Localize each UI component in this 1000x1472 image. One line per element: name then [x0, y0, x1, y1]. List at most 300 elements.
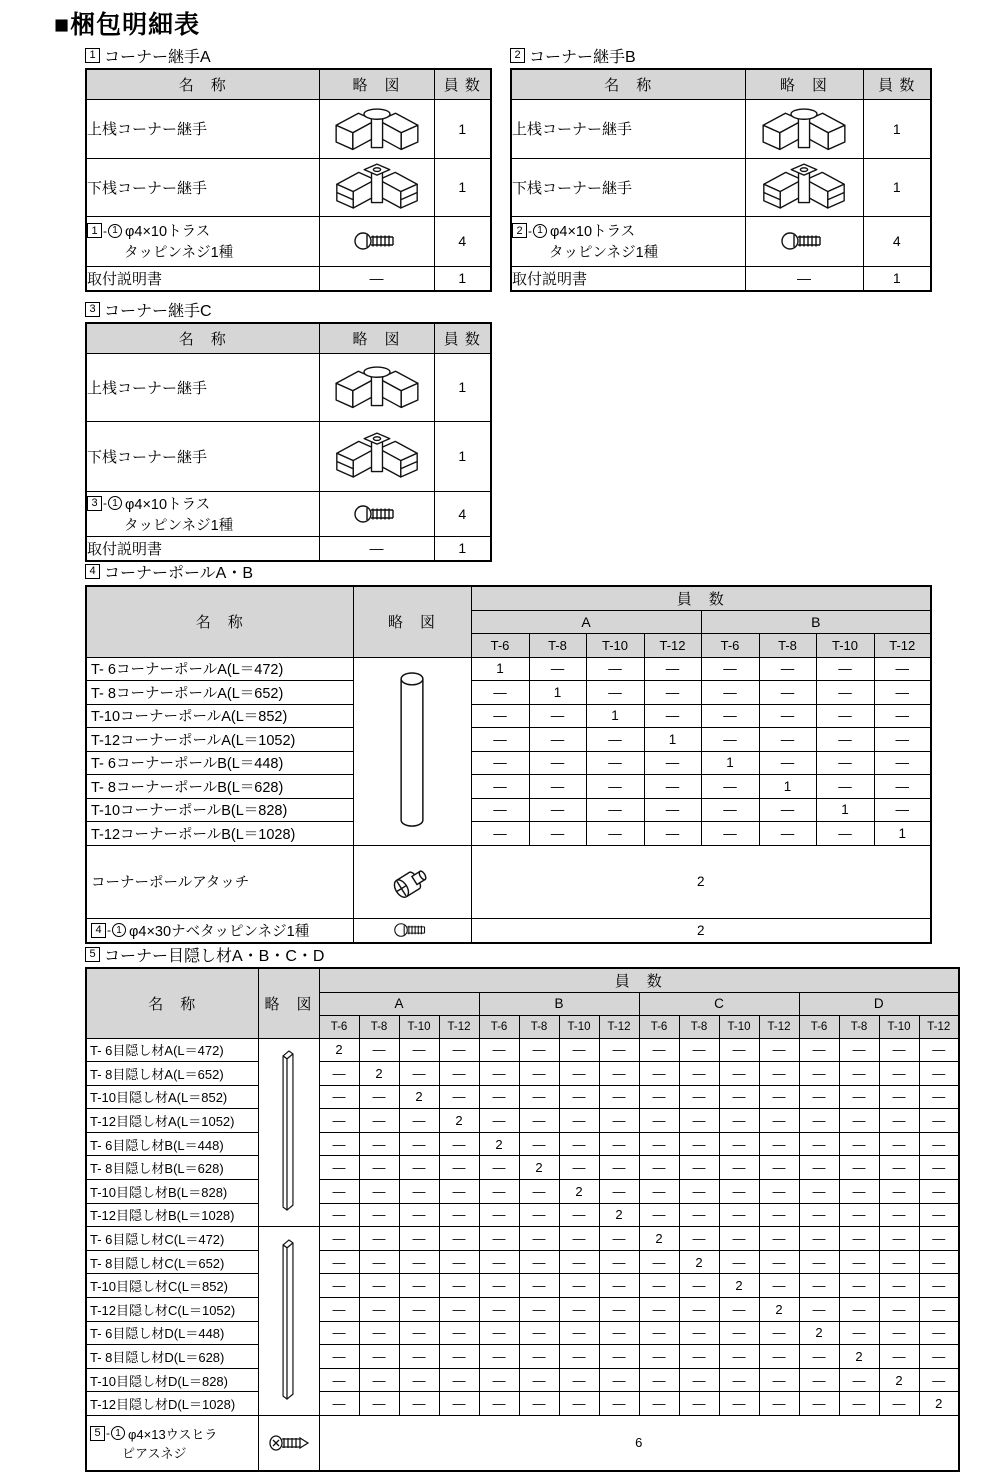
lower-corner-joint-icon: [762, 159, 846, 215]
table-row: [86, 1062, 959, 1086]
name-header: 名 称: [86, 968, 258, 1038]
qty-cell: ―: [439, 1203, 479, 1227]
size-header: T-6: [639, 1015, 679, 1038]
ref-separator: -: [106, 1426, 110, 1441]
name-header: 名 称: [511, 69, 745, 99]
qty-cell: ―: [479, 1274, 519, 1298]
part-name: [86, 491, 319, 536]
size-header: T-8: [839, 1015, 879, 1038]
qty-cell: ―: [359, 1368, 399, 1392]
qty-cell: ―: [479, 1250, 519, 1274]
qty-cell: ―: [701, 822, 759, 846]
qty-cell: ―: [471, 751, 529, 775]
qty-cell: ―: [799, 1274, 839, 1298]
qty-cell: ―: [919, 1132, 959, 1156]
qty-cell: ―: [879, 1156, 919, 1180]
qty-cell: ―: [639, 1345, 679, 1369]
part-sketch: [258, 1038, 319, 1227]
part-qty: 1: [434, 266, 491, 291]
table-row: [86, 657, 931, 681]
qty-cell: ―: [559, 1368, 599, 1392]
qty-cell: ―: [644, 775, 701, 799]
qty-cell: 2: [679, 1250, 719, 1274]
part-name: T- 8目隠し材D(L＝628): [86, 1345, 258, 1369]
qty-cell: ―: [439, 1298, 479, 1322]
qty-cell: ―: [319, 1274, 359, 1298]
name-header: 名 称: [86, 69, 319, 99]
qty-cell: ―: [879, 1250, 919, 1274]
part-name-line1: φ4×10トラス: [125, 224, 211, 240]
table-row: [86, 1274, 959, 1298]
qty-cell: ―: [439, 1132, 479, 1156]
qty-cell: ―: [701, 728, 759, 752]
qty-cell: ―: [599, 1321, 639, 1345]
ref-box-number: 4: [91, 923, 106, 938]
part-qty: 1: [863, 99, 931, 158]
qty-cell: ―: [479, 1321, 519, 1345]
table-row: [86, 1109, 959, 1133]
qty-cell: ―: [759, 657, 816, 681]
part-name: T-10目隠し材B(L＝828): [86, 1180, 258, 1204]
qty-cell: ―: [586, 822, 644, 846]
type-group-header: C: [639, 992, 799, 1015]
part-sketch: [319, 421, 434, 491]
part-name: T-10コーナーポールA(L＝852): [86, 704, 353, 728]
tapping-screw-icon: [354, 231, 400, 251]
part-name: T-12コーナーポールA(L＝1052): [86, 728, 353, 752]
qty-cell: ―: [879, 1109, 919, 1133]
size-header: T-8: [359, 1015, 399, 1038]
part-name-line1: φ4×30ナベタッピンネジ1種: [129, 923, 310, 940]
qty-cell: ―: [759, 1132, 799, 1156]
qty-cell: ―: [359, 1321, 399, 1345]
qty-cell: ―: [599, 1085, 639, 1109]
qty-cell: ―: [799, 1085, 839, 1109]
qty-cell: ―: [529, 822, 586, 846]
part-ref: [87, 220, 319, 262]
cover-strip-icon: [278, 1237, 300, 1405]
qty-cell: ―: [319, 1368, 359, 1392]
qty-cell: ―: [839, 1203, 879, 1227]
qty-cell: ―: [799, 1132, 839, 1156]
qty-cell: ―: [839, 1392, 879, 1416]
part-name-line2: タッピンネジ1種: [124, 245, 234, 261]
qty-cell: ―: [719, 1203, 759, 1227]
qty-cell: ―: [759, 1392, 799, 1416]
qty-cell: ―: [439, 1321, 479, 1345]
qty-cell: ―: [759, 1203, 799, 1227]
qty-cell: ―: [399, 1109, 439, 1133]
header-row: [511, 69, 931, 99]
size-header: T-6: [319, 1015, 359, 1038]
part-name: T-10目隠し材D(L＝828): [86, 1368, 258, 1392]
table-row: [511, 158, 931, 216]
qty-cell: ―: [679, 1156, 719, 1180]
lower-corner-joint-icon: [335, 159, 419, 215]
size-header: T-6: [479, 1015, 519, 1038]
qty-cell: ―: [479, 1038, 519, 1062]
qty-cell: ―: [319, 1321, 359, 1345]
qty-cell: ―: [359, 1085, 399, 1109]
qty-cell: ―: [759, 1345, 799, 1369]
qty-cell: ―: [519, 1203, 559, 1227]
table-row: [86, 216, 491, 266]
part-qty: 4: [863, 216, 931, 266]
part-ref: [90, 1424, 258, 1462]
ref-box-number: 3: [87, 496, 102, 511]
corner-joint-b-table: [510, 68, 932, 292]
qty-cell: ―: [519, 1345, 559, 1369]
qty-cell: ―: [586, 728, 644, 752]
qty-cell: ―: [679, 1038, 719, 1062]
qty-cell: ―: [919, 1180, 959, 1204]
qty-cell: ―: [479, 1085, 519, 1109]
sketch-header: 略 図: [319, 323, 434, 353]
sketch-header: 略 図: [258, 968, 319, 1038]
qty-cell: ―: [799, 1062, 839, 1086]
part-sketch: [353, 918, 471, 943]
size-header: T-12: [599, 1015, 639, 1038]
qty-cell: ―: [816, 704, 874, 728]
qty-cell: ―: [479, 1180, 519, 1204]
qty-cell: ―: [599, 1132, 639, 1156]
qty-cell: ―: [874, 751, 931, 775]
qty-cell: 2: [599, 1203, 639, 1227]
qty-cell: ―: [599, 1062, 639, 1086]
lower-corner-joint-icon: [335, 428, 419, 484]
part-sketch: [319, 158, 434, 216]
qty-cell: ―: [319, 1345, 359, 1369]
qty-cell: ―: [519, 1085, 559, 1109]
qty-cell: ―: [639, 1250, 679, 1274]
corner-joint-c-table: [85, 322, 492, 562]
qty-cell: ―: [719, 1392, 759, 1416]
qty-cell: ―: [529, 775, 586, 799]
part-sketch: [745, 158, 863, 216]
qty-cell: ―: [639, 1180, 679, 1204]
qty-cell: ―: [799, 1180, 839, 1204]
size-header: T-8: [519, 1015, 559, 1038]
qty-cell: ―: [319, 1203, 359, 1227]
qty-cell: ―: [586, 798, 644, 822]
size-header: T-8: [679, 1015, 719, 1038]
ref-box-number: 5: [90, 1426, 105, 1441]
qty-cell: ―: [319, 1156, 359, 1180]
header-row: [86, 586, 931, 610]
qty-cell: ―: [519, 1038, 559, 1062]
qty-cell: ―: [759, 751, 816, 775]
table-row: [86, 798, 931, 822]
part-qty: 2: [471, 845, 931, 918]
qty-cell: ―: [919, 1227, 959, 1251]
qty-cell: ―: [679, 1203, 719, 1227]
qty-cell: ―: [799, 1038, 839, 1062]
part-name: 上桟コーナー継手: [86, 99, 319, 158]
qty-cell: ―: [529, 728, 586, 752]
size-header: T-12: [644, 633, 701, 657]
part-name: [86, 1416, 258, 1471]
qty-cell: ―: [559, 1038, 599, 1062]
qty-cell: ―: [639, 1368, 679, 1392]
qty-cell: ―: [679, 1085, 719, 1109]
qty-cell: ―: [639, 1156, 679, 1180]
qty-cell: 2: [399, 1085, 439, 1109]
table-row: [86, 918, 931, 943]
part-name: [86, 918, 353, 943]
qty-cell: ―: [639, 1392, 679, 1416]
qty-cell: 2: [799, 1321, 839, 1345]
part-name: T-10コーナーポールB(L＝828): [86, 798, 353, 822]
part-sketch: [319, 216, 434, 266]
qty-cell: ―: [471, 798, 529, 822]
qty-cell: ―: [879, 1085, 919, 1109]
size-header: T-10: [586, 633, 644, 657]
part-qty: 1: [434, 536, 491, 561]
qty-cell: ―: [759, 798, 816, 822]
qty-cell: ―: [644, 798, 701, 822]
qty-cell: ―: [479, 1227, 519, 1251]
qty-cell: ―: [879, 1132, 919, 1156]
qty-cell: ―: [879, 1392, 919, 1416]
part-name-line1: φ4×10トラス: [125, 496, 211, 513]
qty-cell: ―: [519, 1250, 559, 1274]
qty-cell: ―: [599, 1038, 639, 1062]
qty-cell: ―: [599, 1274, 639, 1298]
pierce-screw-icon: [269, 1435, 309, 1451]
part-sketch: [319, 491, 434, 536]
qty-cell: ―: [519, 1392, 559, 1416]
qty-cell: ―: [319, 1062, 359, 1086]
qty-cell: 2: [359, 1062, 399, 1086]
section-label-3: [85, 299, 212, 319]
part-ref: [91, 920, 353, 941]
part-name: T-12目隠し材D(L＝1028): [86, 1392, 258, 1416]
qty-cell: ―: [874, 728, 931, 752]
qty-cell: ―: [529, 657, 586, 681]
qty-cell: ―: [479, 1392, 519, 1416]
part-ref: [512, 220, 745, 262]
qty-cell: ―: [519, 1298, 559, 1322]
qty-cell: ―: [719, 1345, 759, 1369]
table-row: [86, 99, 491, 158]
qty-cell: 2: [719, 1274, 759, 1298]
table-row: [86, 681, 931, 705]
table-row: [86, 536, 491, 561]
qty-cell: ―: [599, 1368, 639, 1392]
part-name: T-12目隠し材C(L＝1052): [86, 1298, 258, 1322]
size-header: T-8: [759, 633, 816, 657]
qty-cell: ―: [519, 1062, 559, 1086]
size-header: T-8: [529, 633, 586, 657]
upper-corner-joint-icon: [333, 361, 421, 413]
ref-box-number: 2: [512, 223, 527, 238]
qty-cell: ―: [319, 1132, 359, 1156]
part-ref: [87, 493, 319, 535]
part-sketch: [258, 1227, 319, 1416]
part-name: 取付説明書: [86, 266, 319, 291]
table-row: [86, 1132, 959, 1156]
qty-cell: ―: [359, 1227, 399, 1251]
section-number-box: 5: [85, 947, 100, 962]
qty-cell: ―: [519, 1368, 559, 1392]
qty-cell: ―: [839, 1156, 879, 1180]
qty-cell: ―: [319, 1180, 359, 1204]
qty-cell: ―: [479, 1156, 519, 1180]
qty-header: 員 数: [863, 69, 931, 99]
qty-cell: 1: [471, 657, 529, 681]
part-name: 下桟コーナー継手: [511, 158, 745, 216]
type-group-header: A: [471, 610, 701, 633]
ref-circle-number: 1: [108, 224, 122, 238]
table-row: [86, 1156, 959, 1180]
part-name: T-10目隠し材C(L＝852): [86, 1274, 258, 1298]
name-header: 名 称: [86, 586, 353, 657]
section-label-2: [510, 45, 636, 65]
qty-cell: ―: [639, 1298, 679, 1322]
qty-cell: ―: [599, 1250, 639, 1274]
qty-cell: ―: [559, 1156, 599, 1180]
qty-cell: 1: [874, 822, 931, 846]
part-name: 取付説明書: [86, 536, 319, 561]
size-header: T-12: [919, 1015, 959, 1038]
qty-cell: ―: [759, 822, 816, 846]
sketch-header: 略 図: [745, 69, 863, 99]
type-group-header: A: [319, 992, 479, 1015]
table-row: [86, 1180, 959, 1204]
qty-cell: ―: [719, 1085, 759, 1109]
table-row: [86, 1250, 959, 1274]
qty-cell: ―: [799, 1156, 839, 1180]
qty-cell: ―: [816, 681, 874, 705]
corner-pole-table: [85, 585, 932, 944]
table-row: [86, 1298, 959, 1322]
qty-cell: ―: [719, 1250, 759, 1274]
qty-cell: ―: [529, 704, 586, 728]
qty-cell: ―: [839, 1085, 879, 1109]
section-number-box: 2: [510, 48, 525, 63]
upper-corner-joint-icon: [760, 103, 848, 155]
qty-cell: 2: [919, 1392, 959, 1416]
part-qty: 1: [863, 158, 931, 216]
ref-separator: -: [103, 223, 107, 238]
qty-cell: ―: [644, 704, 701, 728]
qty-cell: ―: [319, 1392, 359, 1416]
qty-cell: ―: [719, 1321, 759, 1345]
qty-cell: ―: [839, 1038, 879, 1062]
qty-cell: ―: [439, 1250, 479, 1274]
ref-circle-number: 1: [533, 224, 547, 238]
qty-cell: ―: [679, 1298, 719, 1322]
type-group-header: B: [701, 610, 931, 633]
ref-separator: -: [528, 223, 532, 238]
table-row: [86, 421, 491, 491]
part-name: [86, 216, 319, 266]
table-row: [86, 704, 931, 728]
qty-cell: ―: [759, 728, 816, 752]
ref-circle-number: 1: [112, 923, 126, 937]
qty-cell: ―: [439, 1392, 479, 1416]
qty-cell: ―: [519, 1132, 559, 1156]
qty-cell: ―: [639, 1132, 679, 1156]
qty-cell: ―: [319, 1298, 359, 1322]
qty-cell: ―: [399, 1321, 439, 1345]
part-name: 下桟コーナー継手: [86, 158, 319, 216]
qty-cell: ―: [439, 1368, 479, 1392]
qty-cell: ―: [919, 1345, 959, 1369]
section-title: コーナー継手B: [529, 48, 636, 66]
qty-cell: ―: [519, 1180, 559, 1204]
part-name: T- 8目隠し材A(L＝652): [86, 1062, 258, 1086]
qty-cell: ―: [701, 681, 759, 705]
qty-cell: ―: [919, 1250, 959, 1274]
part-name: T- 6目隠し材B(L＝448): [86, 1132, 258, 1156]
part-sketch-dash: ―: [319, 266, 434, 291]
qty-cell: ―: [759, 1062, 799, 1086]
size-header: T-12: [874, 633, 931, 657]
qty-cell: ―: [879, 1062, 919, 1086]
table-row: [86, 491, 491, 536]
qty-cell: ―: [359, 1274, 399, 1298]
qty-cell: ―: [679, 1368, 719, 1392]
table-row: [511, 99, 931, 158]
table-row: [86, 822, 931, 846]
qty-cell: ―: [679, 1392, 719, 1416]
qty-cell: ―: [919, 1203, 959, 1227]
cover-strip-icon: [278, 1048, 300, 1216]
qty-cell: ―: [586, 657, 644, 681]
qty-header: 員 数: [434, 323, 491, 353]
qty-cell: ―: [599, 1345, 639, 1369]
section-title: コーナーポールA・B: [104, 564, 254, 582]
qty-cell: ―: [679, 1062, 719, 1086]
qty-cell: ―: [919, 1085, 959, 1109]
part-qty: 1: [434, 421, 491, 491]
part-name-line2: ピアスネジ: [122, 1445, 187, 1461]
qty-cell: ―: [639, 1109, 679, 1133]
qty-cell: ―: [679, 1109, 719, 1133]
qty-cell: ―: [759, 1038, 799, 1062]
qty-cell: ―: [816, 657, 874, 681]
qty-cell: ―: [799, 1392, 839, 1416]
qty-cell: ―: [439, 1038, 479, 1062]
qty-cell: ―: [719, 1062, 759, 1086]
section-title: コーナー継手C: [104, 302, 212, 320]
qty-cell: ―: [919, 1156, 959, 1180]
qty-cell: ―: [759, 704, 816, 728]
qty-cell: ―: [359, 1109, 399, 1133]
section-number-box: 4: [85, 564, 100, 579]
qty-cell: ―: [701, 775, 759, 799]
qty-cell: ―: [359, 1156, 399, 1180]
qty-cell: ―: [399, 1345, 439, 1369]
qty-cell: ―: [399, 1274, 439, 1298]
part-name: 下桟コーナー継手: [86, 421, 319, 491]
qty-cell: ―: [359, 1132, 399, 1156]
qty-cell: ―: [879, 1298, 919, 1322]
qty-cell: ―: [644, 822, 701, 846]
qty-cell: ―: [399, 1227, 439, 1251]
part-name: T- 8目隠し材C(L＝652): [86, 1250, 258, 1274]
header-row: [86, 69, 491, 99]
part-sketch: [745, 99, 863, 158]
qty-cell: ―: [519, 1109, 559, 1133]
section-label-5: [85, 944, 324, 964]
qty-cell: ―: [719, 1038, 759, 1062]
qty-cell: 1: [759, 775, 816, 799]
qty-cell: 2: [519, 1156, 559, 1180]
part-name: T- 8目隠し材B(L＝628): [86, 1156, 258, 1180]
part-sketch: [353, 845, 471, 918]
